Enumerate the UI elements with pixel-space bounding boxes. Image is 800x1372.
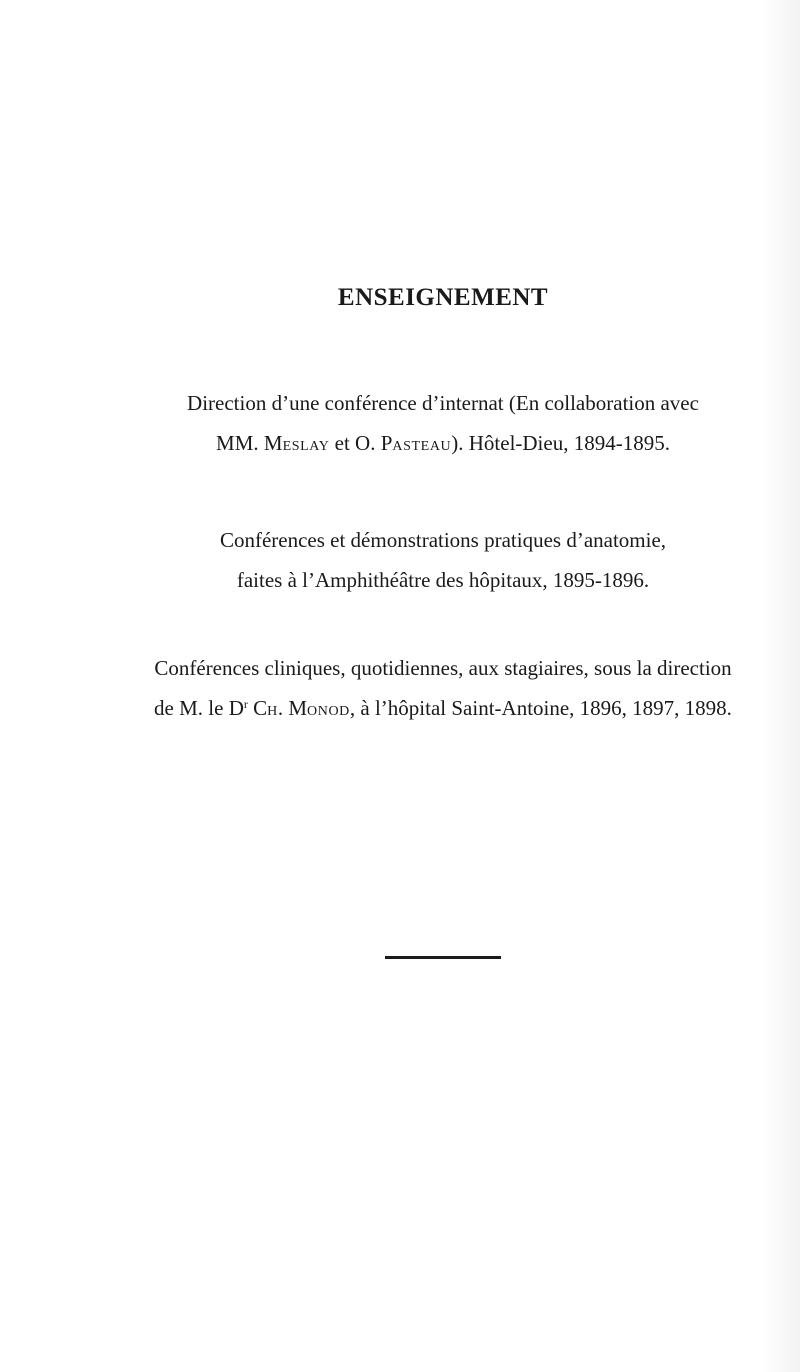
text-run: , à l’hôpital Saint-Antoine, 1896, 1897, 1898.: [349, 696, 732, 720]
entry-internat-conference: [0, 383, 800, 467]
small-caps-name: ONOD: [307, 704, 350, 719]
text-run: M: [263, 431, 283, 455]
text-run: C: [247, 696, 268, 720]
page-heading: ENSEIGNEMENT: [337, 284, 549, 311]
entry-line: faites à l’Amphithéâtre des hôpitaux, 1895-1896.: [236, 568, 650, 592]
entry-anatomy-conferences: [0, 520, 800, 600]
entry-line: Conférences et démonstrations pratiques d’anatomie,: [219, 528, 667, 552]
entry-clinical-conferences: [0, 648, 800, 732]
small-caps-name: ESLAY: [282, 439, 330, 454]
entry-line: Conférences cliniques, quotidiennes, aux stagiaires, sous la direction: [154, 656, 732, 680]
text-run: de M. le D: [154, 696, 244, 720]
text-run: MM.: [216, 431, 264, 455]
small-caps-name: ASTEAU: [392, 439, 452, 454]
small-caps-name: H: [267, 704, 278, 719]
text-run: et O.: [329, 431, 381, 455]
superscript: r: [243, 697, 248, 711]
text-run: P: [380, 431, 393, 455]
section-rule: [385, 956, 501, 959]
entry-line: [0, 688, 800, 732]
text-run: ). Hôtel-Dieu, 1894-1895.: [451, 431, 670, 455]
text-run: . M: [277, 696, 308, 720]
entry-line: [0, 423, 800, 467]
entry-line: Direction d’une conférence d’internat (En collaboration avec: [187, 391, 699, 415]
